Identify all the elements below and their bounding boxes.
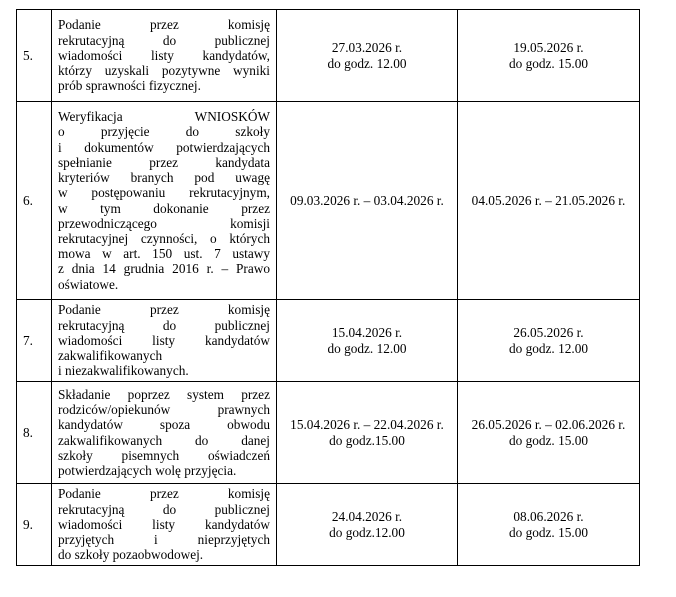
description-line: wiadomości listy kandydatów <box>58 516 270 532</box>
row-number: 8. <box>17 382 52 484</box>
table-row <box>17 484 640 566</box>
description-line: oświatowe. <box>58 276 119 292</box>
description-line: Podanie przez komisję <box>58 302 270 318</box>
recruitment-schedule-table <box>16 9 640 566</box>
deadline-time: do godz. 12.00 <box>508 340 589 356</box>
date-range: 26.05.2026 r. – 02.06.2026 r. <box>471 417 626 433</box>
date-cell-second-term <box>458 382 640 484</box>
row-number: 5. <box>17 10 52 102</box>
row-description <box>52 300 277 382</box>
description-line: w postępowaniu rekrutacyjnym, <box>58 185 270 201</box>
description-line: rekrutacyjną do publicznej <box>58 32 270 48</box>
description-line: z dnia 14 grudnia 2016 r. – Prawo <box>58 261 270 277</box>
description-line: rodziców/opiekunów prawnych <box>58 402 270 418</box>
description-line: rekrutacyjną do publicznej <box>58 501 270 517</box>
date-text: 08.06.2026 r. <box>513 509 584 525</box>
deadline-time: do godz. 15.00 <box>508 524 589 540</box>
table-row <box>17 382 640 484</box>
description-line: Podanie przez komisję <box>58 17 270 33</box>
row-number: 7. <box>17 300 52 382</box>
row-number: 9. <box>17 484 52 566</box>
date-cell-second-term <box>458 102 640 300</box>
description-line: rekrutacyjną do publicznej <box>58 317 270 333</box>
description-line: mowa w art. 150 ust. 7 ustawy <box>58 246 270 262</box>
description-line: kandydatów spoza obwodu <box>58 417 270 433</box>
row-description <box>52 102 277 300</box>
table-row <box>17 10 640 102</box>
date-cell-first-term <box>277 10 458 102</box>
description-line: prób sprawności fizycznej. <box>58 78 201 94</box>
date-cell-first-term <box>277 382 458 484</box>
row-description <box>52 382 277 484</box>
date-text: 19.05.2026 r. <box>513 40 584 56</box>
deadline-time: do godz. 12.00 <box>327 55 407 71</box>
date-range: 15.04.2026 r. – 22.04.2026 r. <box>290 417 444 433</box>
deadline-time: do godz. 12.00 <box>327 340 407 356</box>
description-line: potwierdzających wolę przyjęcia. <box>58 462 237 478</box>
date-text: 15.04.2026 r. <box>331 325 403 341</box>
date-cell-second-term <box>458 300 640 382</box>
row-number: 6. <box>17 102 52 300</box>
deadline-time: do godz.12.00 <box>329 524 405 540</box>
date-text: 24.04.2026 r. <box>331 509 403 525</box>
description-line: rekrutacyjnej czynności, o których <box>58 230 270 246</box>
description-line: przewodniczącego komisji <box>58 215 270 231</box>
description-line: Składanie poprzez system przez <box>58 386 270 402</box>
table-row <box>17 102 640 300</box>
description-line: do szkoły pozaobwodowej. <box>58 547 204 563</box>
description-line: szkoły pisemnych oświadczeń <box>58 447 270 463</box>
date-range: 09.03.2026 r. – 03.04.2026 r. <box>290 192 444 208</box>
description-line: zakwalifikowanych do danej <box>58 432 270 448</box>
row-description <box>52 10 277 102</box>
description-line: spełnianie przez kandydata <box>58 154 270 170</box>
date-cell-first-term <box>277 102 458 300</box>
description-line: przyjętych i nieprzyjętych <box>58 532 270 548</box>
description-line: i niezakwalifikowanych. <box>58 363 189 379</box>
description-line: Podanie przez komisję <box>58 486 270 502</box>
deadline-time: do godz.15.00 <box>329 432 405 448</box>
deadline-time: do godz. 15.00 <box>508 432 589 448</box>
table-row <box>17 300 640 382</box>
description-line: i dokumentów potwierdzających <box>58 139 270 155</box>
description-line: którzy uzyskali pozytywne wyniki <box>58 63 270 79</box>
date-cell-second-term <box>458 10 640 102</box>
description-line: w tym dokonanie przez <box>58 200 270 216</box>
row-description <box>52 484 277 566</box>
date-range: 04.05.2026 r. – 21.05.2026 r. <box>471 192 626 208</box>
description-line: Weryfikacja WNIOSKÓW <box>58 109 270 125</box>
description-line: o przyjęcie do szkoły <box>58 124 270 140</box>
date-text: 27.03.2026 r. <box>331 40 403 56</box>
deadline-time: do godz. 15.00 <box>508 55 589 71</box>
date-cell-first-term <box>277 300 458 382</box>
description-line: wiadomości listy kandydatów <box>58 332 270 348</box>
date-cell-first-term <box>277 484 458 566</box>
description-line: wiadomości listy kandydatów, <box>58 47 270 63</box>
date-text: 26.05.2026 r. <box>513 325 584 341</box>
description-line: kryteriów branych pod uwagę <box>58 170 270 186</box>
description-line: zakwalifikowanych <box>58 348 163 364</box>
date-cell-second-term <box>458 484 640 566</box>
